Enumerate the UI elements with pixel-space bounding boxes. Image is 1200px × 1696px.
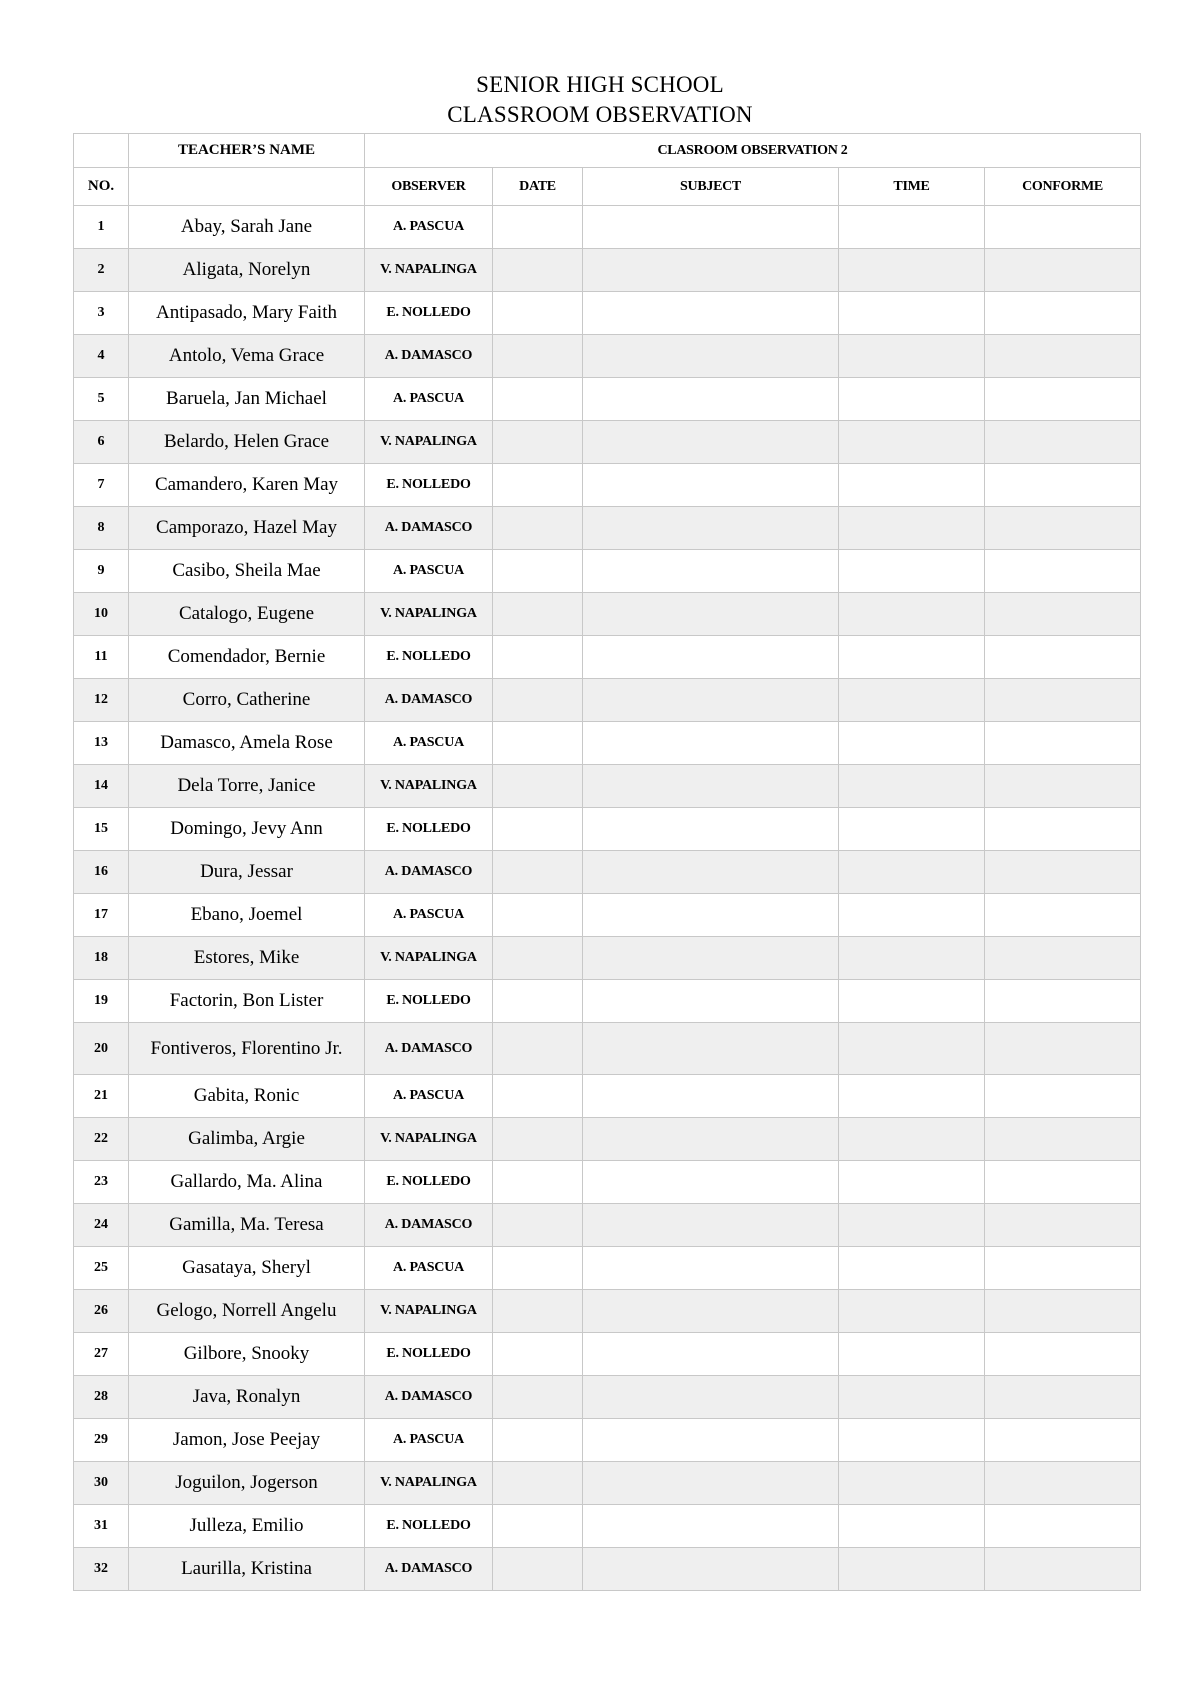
table-row — [74, 249, 1141, 292]
teacher-name: Antipasado, Mary Faith — [129, 292, 365, 335]
row-number: 11 — [74, 636, 129, 679]
conforme-cell[interactable] — [985, 421, 1141, 464]
time-cell[interactable] — [839, 1247, 985, 1290]
title-observation: CLASSROOM OBSERVATION — [447, 102, 753, 127]
time-cell[interactable] — [839, 249, 985, 292]
table-row — [74, 1333, 1141, 1376]
table-row — [74, 1505, 1141, 1548]
conforme-cell[interactable] — [985, 507, 1141, 550]
date-cell[interactable] — [493, 808, 583, 851]
observer-name: A. PASCUA — [365, 206, 493, 249]
teacher-name: Aligata, Norelyn — [129, 249, 365, 292]
conforme-cell[interactable] — [985, 1290, 1141, 1333]
conforme-cell[interactable] — [985, 206, 1141, 249]
row-number: 1 — [74, 206, 129, 249]
date-cell[interactable] — [493, 1075, 583, 1118]
subject-cell[interactable] — [583, 1333, 839, 1376]
subject-cell[interactable] — [583, 1161, 839, 1204]
subject-cell[interactable] — [583, 679, 839, 722]
row-number: 12 — [74, 679, 129, 722]
row-number: 9 — [74, 550, 129, 593]
row-number: 14 — [74, 765, 129, 808]
conforme-cell[interactable] — [985, 722, 1141, 765]
row-number: 25 — [74, 1247, 129, 1290]
conforme-cell[interactable] — [985, 464, 1141, 507]
row-number: 32 — [74, 1548, 129, 1591]
subject-cell[interactable] — [583, 980, 839, 1023]
table-body — [74, 206, 1141, 1591]
conforme-cell[interactable] — [985, 1376, 1141, 1419]
row-number: 18 — [74, 937, 129, 980]
row-number: 5 — [74, 378, 129, 421]
subject-cell[interactable] — [583, 1118, 839, 1161]
time-cell[interactable] — [839, 550, 985, 593]
date-cell[interactable] — [493, 1376, 583, 1419]
row-number: 31 — [74, 1505, 129, 1548]
observer-name: E. NOLLEDO — [365, 1333, 493, 1376]
row-number: 13 — [74, 722, 129, 765]
table-row — [74, 378, 1141, 421]
conforme-cell[interactable] — [985, 808, 1141, 851]
subject-cell[interactable] — [583, 1419, 839, 1462]
observer-name: A. PASCUA — [365, 1075, 493, 1118]
teacher-name: Gabita, Ronic — [129, 1075, 365, 1118]
subject-cell[interactable] — [583, 507, 839, 550]
subject-cell[interactable] — [583, 1023, 839, 1075]
observation-2-header: CLASROOM OBSERVATION 2 — [365, 134, 1141, 168]
observer-name: V. NAPALINGA — [365, 1118, 493, 1161]
teacher-name: Joguilon, Jogerson — [129, 1462, 365, 1505]
row-number: 4 — [74, 335, 129, 378]
date-column-header: DATE — [493, 168, 583, 206]
name-column-header-blank — [129, 168, 365, 206]
teacher-name: Gilbore, Snooky — [129, 1333, 365, 1376]
table-row — [74, 894, 1141, 937]
teacher-name: Camporazo, Hazel May — [129, 507, 365, 550]
date-cell[interactable] — [493, 1333, 583, 1376]
time-cell[interactable] — [839, 636, 985, 679]
date-cell[interactable] — [493, 1204, 583, 1247]
time-cell[interactable] — [839, 679, 985, 722]
date-cell[interactable] — [493, 378, 583, 421]
date-cell[interactable] — [493, 851, 583, 894]
conforme-cell[interactable] — [985, 851, 1141, 894]
conforme-cell[interactable] — [985, 1462, 1141, 1505]
time-cell[interactable] — [839, 1548, 985, 1591]
date-cell[interactable] — [493, 679, 583, 722]
table-row — [74, 1075, 1141, 1118]
time-cell[interactable] — [839, 1204, 985, 1247]
teacher-name: Baruela, Jan Michael — [129, 378, 365, 421]
date-cell[interactable] — [493, 464, 583, 507]
time-cell[interactable] — [839, 378, 985, 421]
date-cell[interactable] — [493, 206, 583, 249]
observer-name: A. DAMASCO — [365, 1023, 493, 1075]
date-cell[interactable] — [493, 894, 583, 937]
header-row-2 — [74, 168, 1141, 206]
date-cell[interactable] — [493, 1247, 583, 1290]
observer-name: A. DAMASCO — [365, 1548, 493, 1591]
teacher-name: Gelogo, Norrell Angelu — [129, 1290, 365, 1333]
table-row — [74, 1290, 1141, 1333]
conforme-cell[interactable] — [985, 937, 1141, 980]
header-blank-cell — [74, 134, 129, 168]
date-cell[interactable] — [493, 1161, 583, 1204]
date-cell[interactable] — [493, 1505, 583, 1548]
teacher-name: Dura, Jessar — [129, 851, 365, 894]
time-cell[interactable] — [839, 335, 985, 378]
table-row — [74, 507, 1141, 550]
conforme-cell[interactable] — [985, 378, 1141, 421]
time-cell[interactable] — [839, 421, 985, 464]
conforme-cell[interactable] — [985, 1118, 1141, 1161]
row-number: 28 — [74, 1376, 129, 1419]
subject-cell[interactable] — [583, 464, 839, 507]
teacher-name: Factorin, Bon Lister — [129, 980, 365, 1023]
conforme-cell[interactable] — [985, 765, 1141, 808]
row-number: 21 — [74, 1075, 129, 1118]
row-number: 6 — [74, 421, 129, 464]
subject-cell[interactable] — [583, 378, 839, 421]
date-cell[interactable] — [493, 1290, 583, 1333]
row-number: 26 — [74, 1290, 129, 1333]
table-row — [74, 636, 1141, 679]
table-row — [74, 851, 1141, 894]
table-row — [74, 1118, 1141, 1161]
time-cell[interactable] — [839, 937, 985, 980]
table-row — [74, 722, 1141, 765]
date-cell[interactable] — [493, 507, 583, 550]
subject-cell[interactable] — [583, 1075, 839, 1118]
teacher-name: Catalogo, Eugene — [129, 593, 365, 636]
teacher-name: Fontiveros, Florentino Jr. — [129, 1023, 365, 1075]
title-school: SENIOR HIGH SCHOOL — [476, 72, 724, 97]
teacher-name: Estores, Mike — [129, 937, 365, 980]
no-column-header: NO. — [74, 168, 129, 206]
teachers-name-header: TEACHER’S NAME — [129, 134, 365, 168]
conforme-cell[interactable] — [985, 550, 1141, 593]
time-cell[interactable] — [839, 1118, 985, 1161]
table-row — [74, 1376, 1141, 1419]
conforme-cell[interactable] — [985, 1247, 1141, 1290]
time-cell[interactable] — [839, 1419, 985, 1462]
table-row — [74, 1548, 1141, 1591]
table-row — [74, 421, 1141, 464]
date-cell[interactable] — [493, 292, 583, 335]
date-cell[interactable] — [493, 249, 583, 292]
teacher-name: Java, Ronalyn — [129, 1376, 365, 1419]
subject-cell[interactable] — [583, 249, 839, 292]
observer-name: A. PASCUA — [365, 894, 493, 937]
conforme-cell[interactable] — [985, 1204, 1141, 1247]
table-row — [74, 1023, 1141, 1075]
teacher-name: Comendador, Bernie — [129, 636, 365, 679]
time-cell[interactable] — [839, 1462, 985, 1505]
subject-cell[interactable] — [583, 593, 839, 636]
conforme-cell[interactable] — [985, 679, 1141, 722]
document-title — [0, 70, 1200, 130]
row-number: 7 — [74, 464, 129, 507]
time-column-header: TIME — [839, 168, 985, 206]
row-number: 29 — [74, 1419, 129, 1462]
teacher-name: Abay, Sarah Jane — [129, 206, 365, 249]
time-cell[interactable] — [839, 206, 985, 249]
observer-name: A. PASCUA — [365, 378, 493, 421]
table-row — [74, 206, 1141, 249]
table-row — [74, 1419, 1141, 1462]
conforme-cell[interactable] — [985, 1548, 1141, 1591]
conforme-cell[interactable] — [985, 1075, 1141, 1118]
date-cell[interactable] — [493, 937, 583, 980]
row-number: 27 — [74, 1333, 129, 1376]
conforme-cell[interactable] — [985, 1333, 1141, 1376]
teacher-name: Dela Torre, Janice — [129, 765, 365, 808]
observer-name: A. DAMASCO — [365, 679, 493, 722]
conforme-column-header: CONFORME — [985, 168, 1141, 206]
subject-cell[interactable] — [583, 851, 839, 894]
subject-cell[interactable] — [583, 550, 839, 593]
teacher-name: Domingo, Jevy Ann — [129, 808, 365, 851]
date-cell[interactable] — [493, 636, 583, 679]
row-number: 19 — [74, 980, 129, 1023]
teacher-name: Jamon, Jose Peejay — [129, 1419, 365, 1462]
row-number: 10 — [74, 593, 129, 636]
observer-name: A. DAMASCO — [365, 335, 493, 378]
teacher-name: Corro, Catherine — [129, 679, 365, 722]
date-cell[interactable] — [493, 550, 583, 593]
table-row — [74, 765, 1141, 808]
table-row — [74, 335, 1141, 378]
date-cell[interactable] — [493, 335, 583, 378]
date-cell[interactable] — [493, 980, 583, 1023]
time-cell[interactable] — [839, 1161, 985, 1204]
subject-cell[interactable] — [583, 722, 839, 765]
date-cell[interactable] — [493, 1118, 583, 1161]
observer-name: E. NOLLEDO — [365, 980, 493, 1023]
table-row — [74, 1247, 1141, 1290]
teacher-name: Laurilla, Kristina — [129, 1548, 365, 1591]
subject-cell[interactable] — [583, 1462, 839, 1505]
time-cell[interactable] — [839, 894, 985, 937]
subject-cell[interactable] — [583, 1376, 839, 1419]
teacher-name: Camandero, Karen May — [129, 464, 365, 507]
table-row — [74, 550, 1141, 593]
table-row — [74, 679, 1141, 722]
row-number: 30 — [74, 1462, 129, 1505]
time-cell[interactable] — [839, 765, 985, 808]
row-number: 24 — [74, 1204, 129, 1247]
time-cell[interactable] — [839, 851, 985, 894]
subject-cell[interactable] — [583, 894, 839, 937]
row-number: 2 — [74, 249, 129, 292]
teacher-name: Antolo, Vema Grace — [129, 335, 365, 378]
teacher-name: Belardo, Helen Grace — [129, 421, 365, 464]
table-row — [74, 1204, 1141, 1247]
subject-cell[interactable] — [583, 937, 839, 980]
subject-cell[interactable] — [583, 292, 839, 335]
row-number: 20 — [74, 1023, 129, 1075]
conforme-cell[interactable] — [985, 894, 1141, 937]
time-cell[interactable] — [839, 292, 985, 335]
observer-name: A. PASCUA — [365, 722, 493, 765]
subject-cell[interactable] — [583, 636, 839, 679]
table-row — [74, 1161, 1141, 1204]
subject-column-header: SUBJECT — [583, 168, 839, 206]
conforme-cell[interactable] — [985, 292, 1141, 335]
time-cell[interactable] — [839, 808, 985, 851]
subject-cell[interactable] — [583, 1290, 839, 1333]
row-number: 16 — [74, 851, 129, 894]
subject-cell[interactable] — [583, 1204, 839, 1247]
time-cell[interactable] — [839, 980, 985, 1023]
date-cell[interactable] — [493, 1023, 583, 1075]
date-cell[interactable] — [493, 1548, 583, 1591]
observer-name: A. DAMASCO — [365, 1204, 493, 1247]
observer-name: V. NAPALINGA — [365, 421, 493, 464]
observer-name: E. NOLLEDO — [365, 292, 493, 335]
date-cell[interactable] — [493, 765, 583, 808]
row-number: 22 — [74, 1118, 129, 1161]
row-number: 23 — [74, 1161, 129, 1204]
observer-name: V. NAPALINGA — [365, 1290, 493, 1333]
observer-name: A. PASCUA — [365, 1419, 493, 1462]
conforme-cell[interactable] — [985, 593, 1141, 636]
observer-name: V. NAPALINGA — [365, 1462, 493, 1505]
observer-name: V. NAPALINGA — [365, 937, 493, 980]
teacher-name: Gamilla, Ma. Teresa — [129, 1204, 365, 1247]
teacher-name: Ebano, Joemel — [129, 894, 365, 937]
conforme-cell[interactable] — [985, 980, 1141, 1023]
subject-cell[interactable] — [583, 1548, 839, 1591]
table-row — [74, 593, 1141, 636]
teacher-name: Gallardo, Ma. Alina — [129, 1161, 365, 1204]
observer-name: A. DAMASCO — [365, 851, 493, 894]
subject-cell[interactable] — [583, 808, 839, 851]
observer-name: E. NOLLEDO — [365, 1505, 493, 1548]
time-cell[interactable] — [839, 1376, 985, 1419]
observation-table — [73, 133, 1141, 1591]
time-cell[interactable] — [839, 1333, 985, 1376]
time-cell[interactable] — [839, 507, 985, 550]
teacher-name: Damasco, Amela Rose — [129, 722, 365, 765]
row-number: 8 — [74, 507, 129, 550]
conforme-cell[interactable] — [985, 249, 1141, 292]
table-row — [74, 937, 1141, 980]
time-cell[interactable] — [839, 722, 985, 765]
conforme-cell[interactable] — [985, 1023, 1141, 1075]
time-cell[interactable] — [839, 1023, 985, 1075]
date-cell[interactable] — [493, 421, 583, 464]
time-cell[interactable] — [839, 1075, 985, 1118]
observer-name: A. DAMASCO — [365, 1376, 493, 1419]
date-cell[interactable] — [493, 1462, 583, 1505]
date-cell[interactable] — [493, 722, 583, 765]
conforme-cell[interactable] — [985, 1419, 1141, 1462]
time-cell[interactable] — [839, 1290, 985, 1333]
table-row — [74, 464, 1141, 507]
observer-column-header: OBSERVER — [365, 168, 493, 206]
row-number: 3 — [74, 292, 129, 335]
subject-cell[interactable] — [583, 206, 839, 249]
table-row — [74, 980, 1141, 1023]
table-row — [74, 1462, 1141, 1505]
teacher-name: Julleza, Emilio — [129, 1505, 365, 1548]
header-row-1 — [74, 134, 1141, 168]
time-cell[interactable] — [839, 1505, 985, 1548]
table-row — [74, 808, 1141, 851]
teacher-name: Galimba, Argie — [129, 1118, 365, 1161]
observer-name: E. NOLLEDO — [365, 1161, 493, 1204]
observer-name: V. NAPALINGA — [365, 249, 493, 292]
observer-name: E. NOLLEDO — [365, 808, 493, 851]
observer-name: E. NOLLEDO — [365, 636, 493, 679]
observer-name: A. PASCUA — [365, 1247, 493, 1290]
subject-cell[interactable] — [583, 1247, 839, 1290]
teacher-name: Gasataya, Sheryl — [129, 1247, 365, 1290]
teacher-name: Casibo, Sheila Mae — [129, 550, 365, 593]
observer-name: V. NAPALINGA — [365, 593, 493, 636]
time-cell[interactable] — [839, 593, 985, 636]
subject-cell[interactable] — [583, 765, 839, 808]
date-cell[interactable] — [493, 1419, 583, 1462]
observer-name: E. NOLLEDO — [365, 464, 493, 507]
observer-name: V. NAPALINGA — [365, 765, 493, 808]
conforme-cell[interactable] — [985, 1505, 1141, 1548]
time-cell[interactable] — [839, 464, 985, 507]
subject-cell[interactable] — [583, 1505, 839, 1548]
subject-cell[interactable] — [583, 421, 839, 464]
conforme-cell[interactable] — [985, 1161, 1141, 1204]
subject-cell[interactable] — [583, 335, 839, 378]
row-number: 15 — [74, 808, 129, 851]
conforme-cell[interactable] — [985, 636, 1141, 679]
conforme-cell[interactable] — [985, 335, 1141, 378]
table-row — [74, 292, 1141, 335]
observer-name: A. PASCUA — [365, 550, 493, 593]
row-number: 17 — [74, 894, 129, 937]
observer-name: A. DAMASCO — [365, 507, 493, 550]
date-cell[interactable] — [493, 593, 583, 636]
